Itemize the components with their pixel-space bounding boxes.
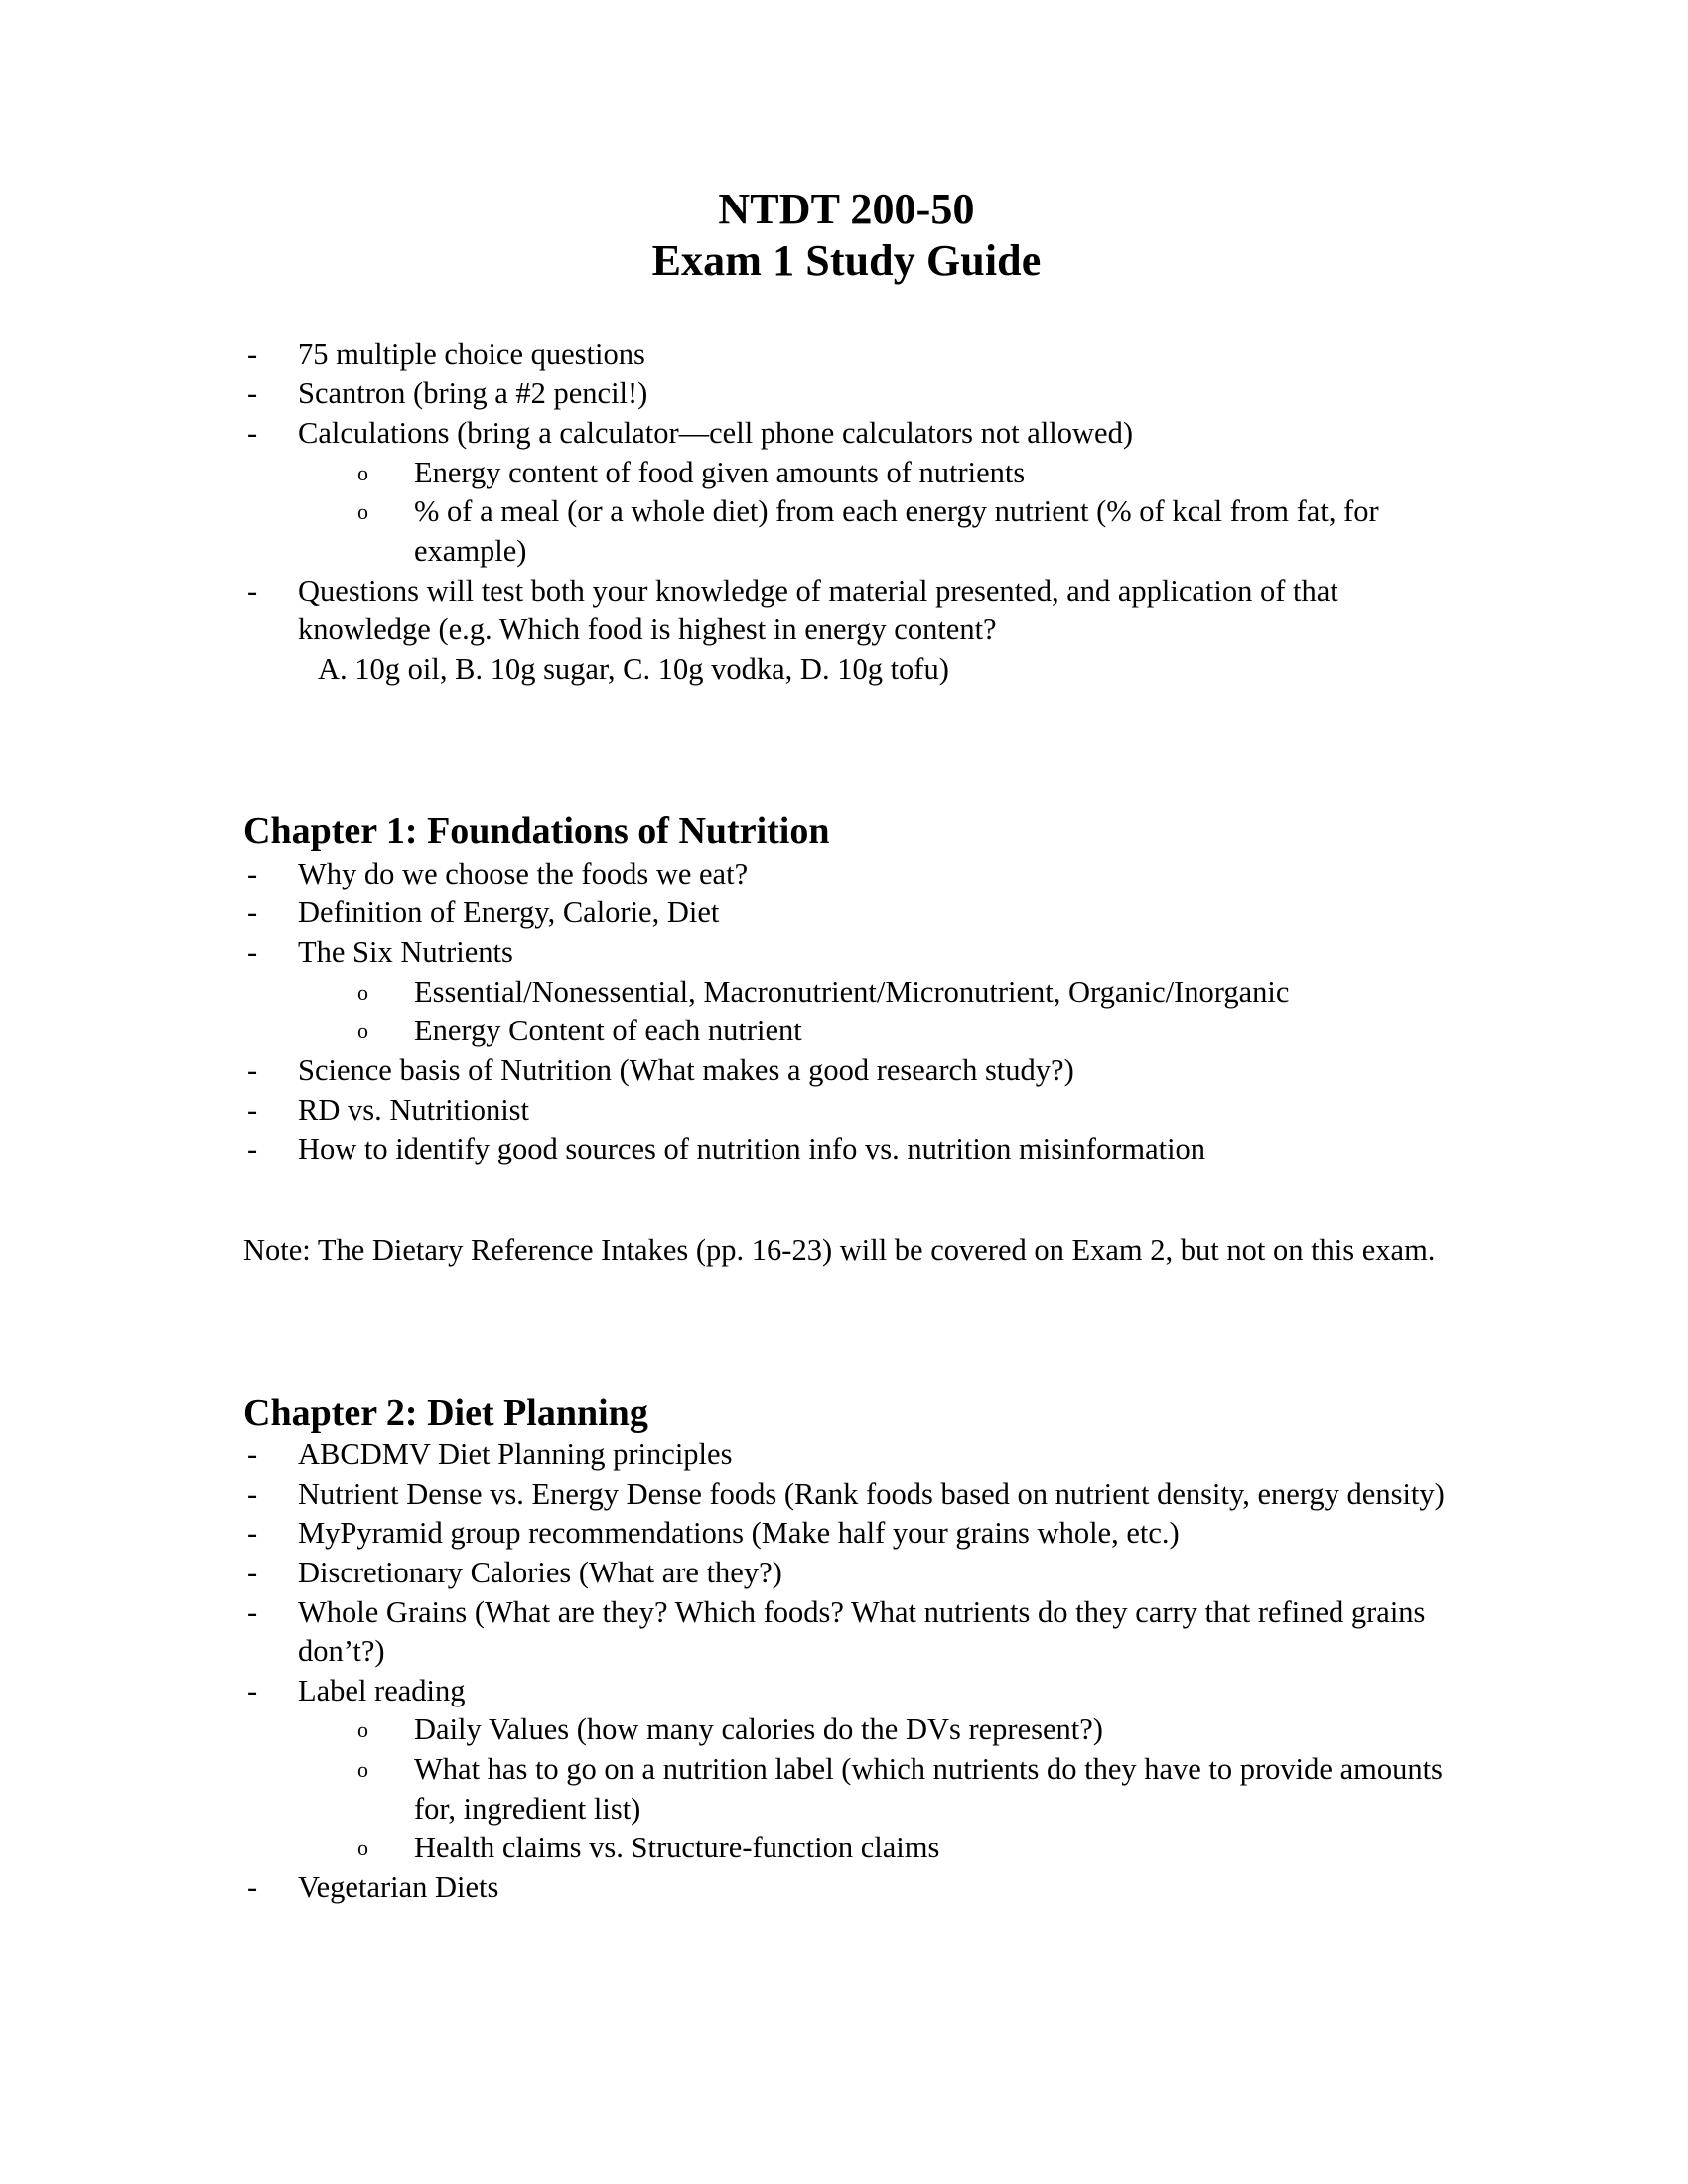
list-item bbox=[348, 454, 1450, 493]
list-item bbox=[348, 973, 1450, 1013]
answer-choices-line: A. 10g oil, B. 10g sugar, C. 10g vodka, D. 10g tofu) bbox=[318, 651, 949, 686]
section-gap bbox=[243, 689, 1450, 808]
list-item bbox=[348, 492, 1450, 571]
circle-bullet-icon: o bbox=[357, 979, 368, 1005]
title-line-1: NTDT 200-50 bbox=[718, 185, 975, 233]
list-item bbox=[348, 1750, 1450, 1829]
list-item-text: The Six Nutrients bbox=[298, 935, 513, 970]
list-item bbox=[243, 1091, 1450, 1131]
title-line-2: Exam 1 Study Guide bbox=[651, 236, 1042, 286]
list-item-text: What has to go on a nutrition label (which nutrients do they have to provide amounts for, ingredient list) bbox=[414, 1752, 1443, 1826]
list-item-text: RD vs. Nutritionist bbox=[298, 1092, 530, 1127]
list-item-text: Essential/Nonessential, Macronutrient/Micronutrient, Organic/Inorganic bbox=[414, 974, 1290, 1009]
list-item-text: Whole Grains (What are they? Which foods? What nutrients do they carry that refined grains don’t?) bbox=[298, 1594, 1426, 1669]
chapter-2-list bbox=[243, 1435, 1450, 1710]
list-item bbox=[243, 374, 1450, 414]
list-item bbox=[243, 414, 1450, 454]
dash-bullet-icon: - bbox=[247, 1132, 258, 1166]
circle-bullet-icon: o bbox=[357, 499, 368, 525]
dash-bullet-icon: - bbox=[247, 895, 258, 930]
list-item-text: 75 multiple choice questions bbox=[298, 337, 645, 371]
dash-bullet-icon: - bbox=[247, 1436, 258, 1471]
list-item-text: Health claims vs. Structure-function claims bbox=[414, 1831, 940, 1865]
circle-bullet-icon: o bbox=[357, 460, 368, 485]
list-item bbox=[243, 1051, 1450, 1091]
circle-bullet-icon: o bbox=[357, 1836, 368, 1861]
chapter-1-note: Note: The Dietary Reference Intakes (pp. 16-23) will be covered on Exam 2, but not on this exam. bbox=[243, 1232, 1436, 1267]
list-item bbox=[243, 933, 1450, 973]
list-item bbox=[243, 336, 1450, 375]
list-item bbox=[243, 1130, 1450, 1169]
section-gap bbox=[243, 1271, 1450, 1390]
list-item-text: Science basis of Nutrition (What makes a good research study?) bbox=[298, 1053, 1074, 1088]
dash-bullet-icon: - bbox=[247, 337, 258, 371]
dash-bullet-icon: - bbox=[247, 1870, 258, 1905]
list-item-text: Daily Values (how many calories do the DVs represent?) bbox=[414, 1712, 1103, 1747]
exam-info-list-continued bbox=[243, 572, 1450, 650]
dash-bullet-icon: - bbox=[247, 1594, 258, 1629]
list-item-text: Energy content of food given amounts of nutrients bbox=[414, 455, 1026, 489]
list-item-text: Definition of Energy, Calorie, Diet bbox=[298, 895, 720, 930]
list-item bbox=[348, 1829, 1450, 1868]
dash-bullet-icon: - bbox=[247, 935, 258, 970]
title-spacer bbox=[243, 288, 1450, 336]
chapter-2-list-continued bbox=[243, 1868, 1450, 1908]
page-title bbox=[243, 184, 1450, 288]
chapter-1-list bbox=[243, 855, 1450, 973]
list-item-text: Calculations (bring a calculator—cell phone calculators not allowed) bbox=[298, 416, 1133, 450]
document-content bbox=[243, 184, 1450, 1908]
list-item bbox=[243, 1672, 1450, 1711]
list-item-text: Scantron (bring a #2 pencil!) bbox=[298, 376, 648, 411]
list-item bbox=[243, 572, 1450, 650]
chapter-2-heading: Chapter 2: Diet Planning bbox=[243, 1391, 648, 1433]
dash-bullet-icon: - bbox=[247, 1053, 258, 1088]
list-item-text: ABCDMV Diet Planning principles bbox=[298, 1436, 733, 1471]
list-item-text: How to identify good sources of nutrition info vs. nutrition misinformation bbox=[298, 1132, 1206, 1166]
list-item-text: Questions will test both your knowledge of material presented, and application of that knowledge (e.g. Which food is highest in energy content? bbox=[298, 573, 1338, 647]
chapter-1-list-continued bbox=[243, 1051, 1450, 1169]
list-item bbox=[243, 1868, 1450, 1908]
list-item-text: Label reading bbox=[298, 1673, 466, 1707]
circle-bullet-icon: o bbox=[357, 1757, 368, 1783]
circle-bullet-icon: o bbox=[357, 1019, 368, 1044]
list-item bbox=[348, 1710, 1450, 1750]
exam-info-list bbox=[243, 336, 1450, 454]
dash-bullet-icon: - bbox=[247, 376, 258, 411]
list-item bbox=[243, 1514, 1450, 1554]
dash-bullet-icon: - bbox=[247, 1673, 258, 1707]
list-item-text: Discretionary Calories (What are they?) bbox=[298, 1555, 782, 1589]
dash-bullet-icon: - bbox=[247, 856, 258, 890]
list-item bbox=[243, 1554, 1450, 1593]
list-item bbox=[243, 1593, 1450, 1672]
list-item-text: % of a meal (or a whole diet) from each energy nutrient (% of kcal from fat, for example) bbox=[414, 494, 1379, 568]
exam-calculations-sublist bbox=[243, 454, 1450, 572]
dash-bullet-icon: - bbox=[247, 1555, 258, 1589]
circle-bullet-icon: o bbox=[357, 1717, 368, 1743]
list-item bbox=[243, 1475, 1450, 1515]
list-item bbox=[348, 1012, 1450, 1051]
note-gap bbox=[243, 1169, 1450, 1231]
list-item-text: Energy Content of each nutrient bbox=[414, 1014, 802, 1048]
chapter-2-label-reading-sublist bbox=[243, 1710, 1450, 1868]
list-item-text: Nutrient Dense vs. Energy Dense foods (Rank foods based on nutrient density, energy density) bbox=[298, 1476, 1445, 1511]
list-item bbox=[243, 893, 1450, 933]
list-item bbox=[243, 1435, 1450, 1475]
chapter-1-six-nutrients-sublist bbox=[243, 973, 1450, 1051]
chapter-1-heading: Chapter 1: Foundations of Nutrition bbox=[243, 810, 830, 853]
dash-bullet-icon: - bbox=[247, 1516, 258, 1551]
list-item-text: MyPyramid group recommendations (Make half your grains whole, etc.) bbox=[298, 1516, 1180, 1551]
dash-bullet-icon: - bbox=[247, 416, 258, 450]
list-item-text: Vegetarian Diets bbox=[298, 1870, 499, 1905]
dash-bullet-icon: - bbox=[247, 1476, 258, 1511]
list-item-text: Why do we choose the foods we eat? bbox=[298, 856, 749, 890]
dash-bullet-icon: - bbox=[247, 573, 258, 608]
list-item bbox=[243, 855, 1450, 894]
dash-bullet-icon: - bbox=[247, 1092, 258, 1127]
